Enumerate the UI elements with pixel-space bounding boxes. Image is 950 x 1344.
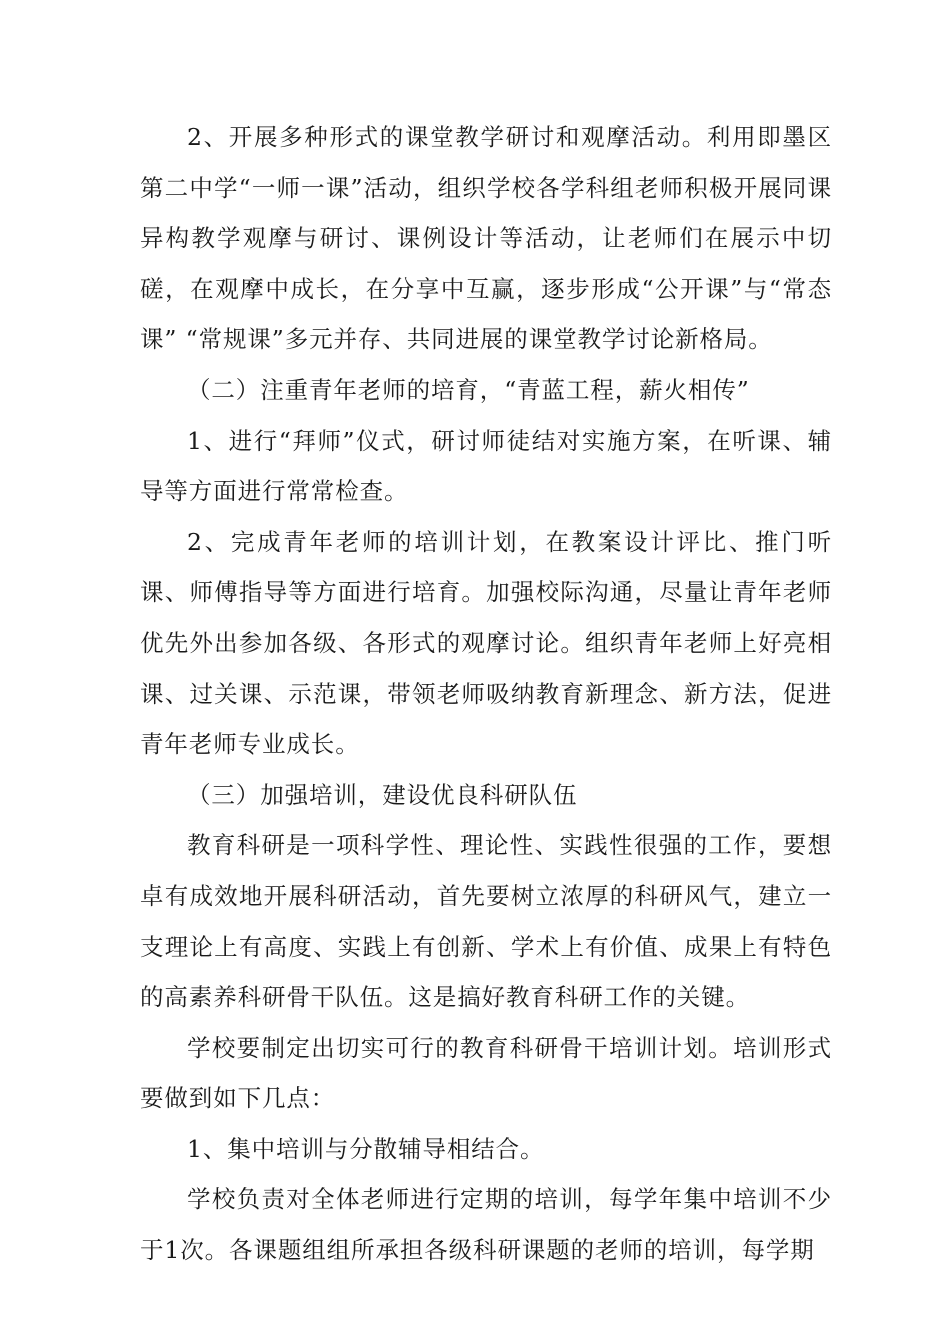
paragraph-mentorship: 1、进行“拜师”仪式，研讨师徒结对实施方案，在听课、辅导等方面进行常常检查。: [140, 426, 832, 506]
paragraph-classroom-research: 2、开展多种形式的课堂教学研讨和观摩活动。利用即墨区第二中学“一师一课”活动，组织学校各学科组老师积极开展同课异构教学观摩与研讨、课例设计等活动，让老师们在展示中切磋，在观摩中成长，在分享中互赢，逐步形成“公开课”与“常态课” “常规课”多元并存、共同进展的课堂教学讨论新格局。: [140, 123, 832, 354]
paragraph-research-importance: 教育科研是一项科学性、理论性、实践性很强的工作，要想卓有成效地开展科研活动，首先要树立浓厚的科研风气，建立一支理论上有高度、实践上有创新、学术上有价值、成果上有特色的高素养科研骨干队伍。这是搞好教育科研工作的关键。: [140, 831, 832, 1012]
document-body: [140, 112, 832, 1276]
paragraph-centralized-training: 1、集中培训与分散辅导相结合。: [187, 1134, 545, 1163]
paragraph-training-form: 学校要制定出切实可行的教育科研骨干培训计划。培训形式要做到如下几点：: [140, 1033, 832, 1113]
paragraph-periodic-training: 学校负责对全体老师进行定期的培训，每学年集中培训不少于1次。各课题组组所承担各级科研课题的老师的培训，每学期: [140, 1185, 832, 1265]
paragraph-training-plan: 2、完成青年老师的培训计划，在教案设计评比、推门听课、师傅指导等方面进行培育。加强校际沟通，尽量让青年老师优先外出参加各级、各形式的观摩讨论。组织青年老师上好亮相课、过关课、示范课，带领老师吸纳教育新理念、新方法，促进青年老师专业成长。: [140, 527, 832, 759]
section-heading-research-team: （三）加强培训，建设优良科研队伍: [187, 780, 578, 809]
section-heading-young-teachers: （二）注重青年老师的培育，“青蓝工程，薪火相传”: [187, 375, 750, 404]
